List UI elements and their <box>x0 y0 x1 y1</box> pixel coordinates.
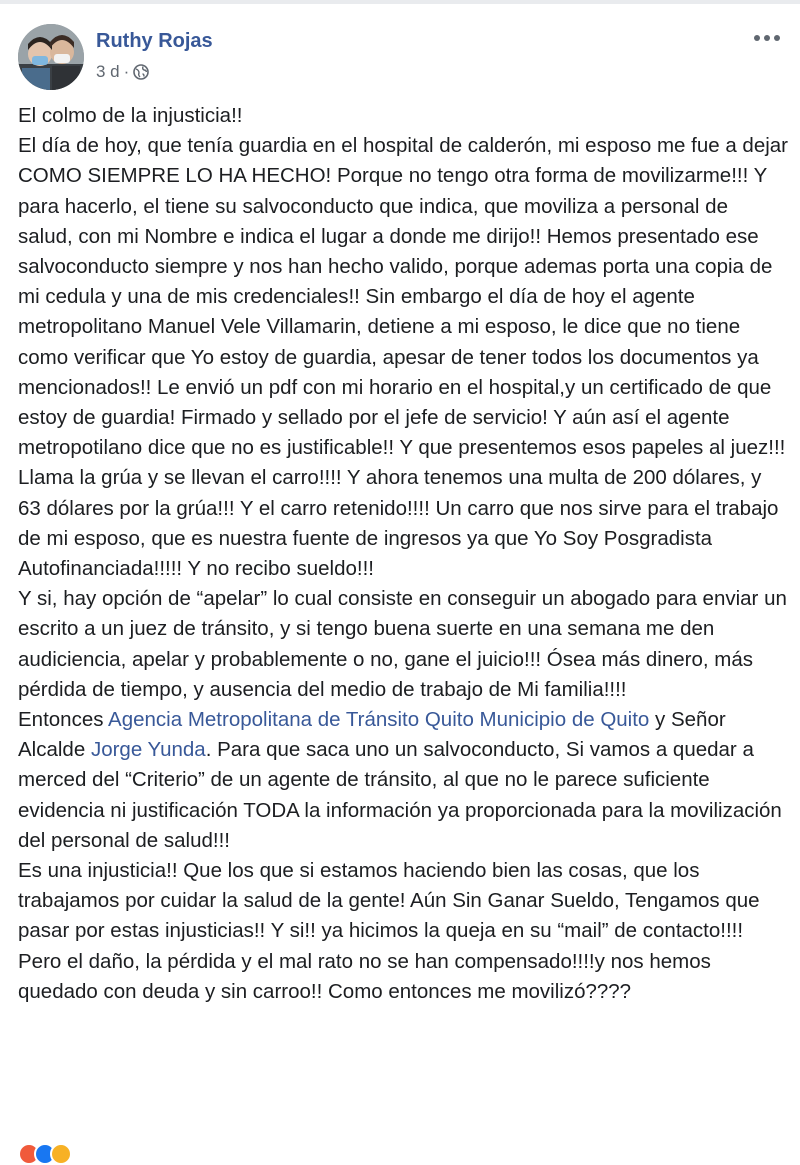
text-segment: Entonces <box>18 708 109 732</box>
author-name-link[interactable]: Ruthy Rojas <box>96 30 213 52</box>
mention-agencia-metropolitana-transito[interactable]: Agencia Metropolitana de Tránsito Quito <box>108 708 474 732</box>
more-options-button[interactable] <box>750 24 784 52</box>
top-border <box>0 0 800 4</box>
post-timestamp[interactable]: 3 d <box>96 62 120 81</box>
post-paragraph: El día de hoy, que tenía guardia en el hospital de calderón, mi esposo me fue a dejar COMO SIEMPRE LO HA HECHO! Porque no tengo otra forma de movilizarme!!! Y para hacerlo, el tiene su salvoconducto que indica, que moviliza a personal de salud, con mi Nombre e indica el lugar a donde me dirijo!! Hemos presentado ese salvoconducto siempre y nos han hecho valido, porque ademas porta una copia de mi cedula y una de mis credenciales!! Sin embargo el día de hoy el agente metropolitano Manuel Vele Villamarin, detiene a mi esposo, le dice que no tiene como verificar que Yo estoy de guardia, apesar de tener todos los documentos ya mencionados!! Le envió un pdf con mi horario en el hospital,y un certificado de que estoy de guardia! Firmado y sellado por el jefe de servicio! Y aún así el agente metropotilano dice que no es justificable!! Y que presentemos esos papeles al juez!!! Llama la grúa y se llevan el carro!!!! Y ahora tenemos una multa de 200 dólares, y 63 dólares por la grúa!!! Y el carro retenido!!!! Un carro que nos sirve para el trabajo de mi esposo, que es nuestra fuente de ingresos ya que Yo Soy Posgradista Autofinanciada!!!!! Y no recibo sueldo!!! <box>18 134 789 581</box>
post-paragraph-mentions <box>18 705 788 856</box>
post-paragraph: Es una injusticia!! Que los que si estamos haciendo bien las cosas, que los trabajamos por cuidar la salud de la gente! Aún Sin Ganar Sueldo, Tengamos que pasar por estas injusticias!! Y si!! ya hicimos la queja en su “mail” de contacto!!!! Pero el daño, la pérdida y el mal rato no se han compensado!!!!y nos hemos quedado con deuda y sin carroo!! Como entonces me movilizó???? <box>18 859 760 1003</box>
post-meta <box>96 62 149 82</box>
text-segment: y Señor Alcalde <box>18 708 726 762</box>
mention-jorge-yunda[interactable]: Jorge Yunda <box>90 738 206 762</box>
post-text <box>18 101 788 1007</box>
reaction-icons[interactable] <box>18 1143 98 1163</box>
post-paragraph: Y si, hay opción de “apelar” lo cual consiste en conseguir un abogado para enviar un escrito a un juez de tránsito, y si tengo buena suerte en una semana me den audiciencia, apelar y probablemente o no, gane el juicio!!! Ósea más dinero, más pérdida de tiempo, y ausencia del medio de trabajo de Mi familia!!!! <box>18 587 787 701</box>
more-horizontal-icon <box>753 34 781 42</box>
sad-reaction-icon <box>50 1143 72 1165</box>
avatar-photo <box>18 24 84 90</box>
text-segment: . Para que saca uno un salvoconducto, Si vamos a quedar a merced del “Criterio” de un agente de tránsito, al que no le parece suficiente evidencia ni justificación TODA la información ya proporcionada para la movilización del personal de salud!!! <box>18 738 782 852</box>
avatar[interactable] <box>18 24 84 90</box>
meta-separator: · <box>123 62 130 81</box>
mention-municipio-quito[interactable]: Municipio de Quito <box>479 708 650 732</box>
post-paragraph: El colmo de la injusticia!! <box>18 104 243 127</box>
globe-icon[interactable] <box>133 64 149 80</box>
post-header <box>18 20 788 92</box>
